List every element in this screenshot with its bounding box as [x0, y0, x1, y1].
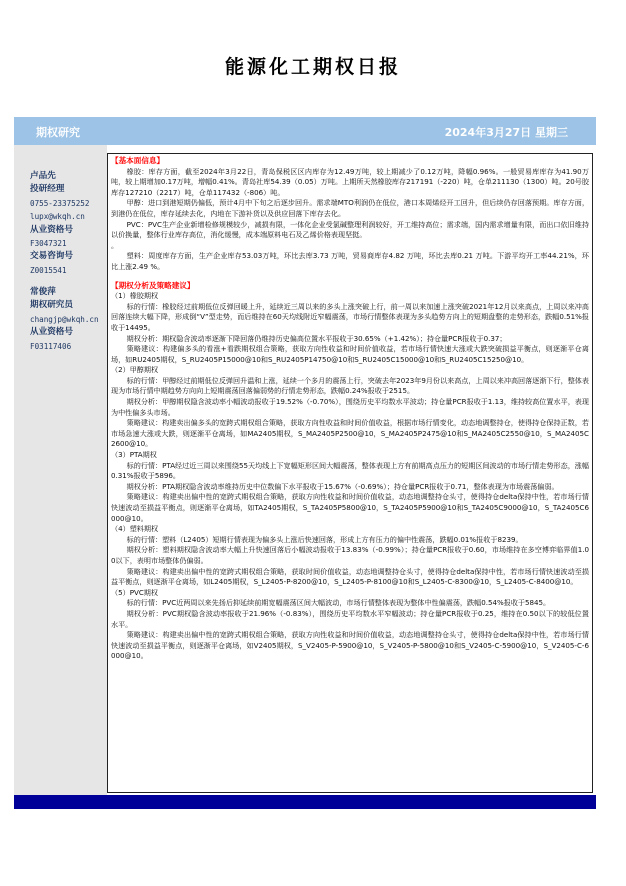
- pvc-strategy: 策略建议：构建卖出偏中性的宽跨式期权组合策略，获取方向性收益和时间价值收益，动态地调整持仓头寸，使得持仓delta保持中性，若市场行情快速波动至损益平衡点，则逐渐平仓离场，如V2405期权，S_V2405-P-5900@10，S_V2405-P-5800@10和S_V2405-C-5900@10，S_V2405-C-6000@10。: [111, 630, 589, 661]
- pta-option-title: （3）PTA期权: [111, 450, 157, 460]
- author-card: [30, 286, 99, 353]
- author-name: 卢品先: [30, 171, 56, 181]
- plastic-option-analysis: 期权分析：塑料期权隐含波动率大幅上升快速回落后小幅波动报收于13.83%（-0.99%）；持仓量PCR报收于0.60，市场维持在多空博弈临界值1.00以下，表明市场整体仍偏弱。: [111, 545, 589, 565]
- pta-option-analysis: 期权分析：PTA期权隐含波动率维持历史中位数偏下水平报收于15.67%（-0.69%）；持仓量PCR报收于0.71，整体表现为市场震荡偏弱。: [126, 481, 559, 491]
- author-email[interactable]: changjp@wkqh.cn: [30, 314, 99, 324]
- qualification-number: F3047321: [30, 239, 67, 249]
- rubber-market: 标的行情：橡胶经过前期低位反弹回暖上升，延续近三周以来的多头上涨突破上行，前一周以来加速上涨突破2021年12月以来高点，上周以来冲高回落连续大幅下降，形成倒“V”型走势，而后维持在60天均线附近窄幅震荡，市场行情整体表现为多头趋势方向上的短期盘整的走势形态，跌幅0.51%报收于14495。: [111, 301, 589, 332]
- qualification-number: F03117406: [30, 341, 72, 351]
- plastic-option-title: （4）塑料期权: [111, 524, 159, 534]
- section-label: 期权研究: [36, 126, 80, 139]
- analysis-heading: 【期权分析及策略建议】: [111, 280, 195, 290]
- author-name: 常俊萍: [30, 287, 56, 297]
- pvc-fundamentals: PVC：PVC生产企业新增检修规模较少，减损有限，一体化企业受氯碱整理利润较好，开工维持高位；需求端，国内需求增量有限，而出口依旧维持以价换量，整体行业库存高位，消化缓慢，成本端原料电石及乙烯价格表现坚挺。: [111, 219, 589, 240]
- pvc-fundamentals-tail: 。: [111, 240, 119, 250]
- pvc-market: 标的行情：PVC近两周以来先扬后抑延续前期宽幅震荡区间大幅波动，市场行情整体表现为整体中性偏震荡，跌幅0.54%报收于5845。: [126, 598, 551, 608]
- rubber-option-title: （1）橡胶期权: [111, 291, 159, 301]
- qualification-label: 从业资格号: [30, 224, 73, 235]
- methanol-option-analysis: 期权分析：甲醇期权隐含波动率小幅波动报收于19.52%（-0.70%），围绕历史平均数水平波动；持仓量PCR报收于1.13，维持较高位置水平，表现为中性偏多头市场。: [111, 397, 589, 417]
- consult-label: 交易咨询号: [30, 251, 73, 262]
- author-role: 投研经理: [30, 184, 65, 195]
- pvc-option-analysis: 期权分析：PVC期权隐含波动率报收于21.96%（-0.83%），围绕历史平均数水平窄幅波动；持仓量PCR报收于0.25，维持在0.50以下的较低位置水平。: [111, 608, 589, 629]
- qualification-label: 从业资格号: [30, 327, 73, 338]
- author-role: 期权研究员: [30, 300, 73, 311]
- methanol-fundamentals: 甲醇：进口到港短期仍偏低，预计4月中下旬之后逐步回升。需求端MTO利润仍在低位，港口本周烯烃开工回升，但后续仍存回落预期。库存方面，到港仍在低位，库存延续去化，内地在下游补货以及供应回落下库存去化。: [111, 198, 589, 218]
- methanol-strategy: 策略建议：构建卖出偏多头的宽跨式期权组合策略，获取方向性收益和时间价值收益，根据市场行情变化，动态地调整持仓，使得持仓保持正数，若市场急速大涨或大跌，则逐渐平仓离场，如MA2405期权，S_MA2405P2500@10，S_MA2405P2475@10和S_MA2405C2550@10，S_MA2405C2600@10。: [111, 418, 589, 449]
- pta-strategy: 策略建议：构建卖出偏中性的宽跨式期权组合策略，获取方向性收益和时间价值收益，动态地调整持仓头寸，使得持仓delta保持中性，若市场行情快速波动至损益平衡点，则逐渐平仓离场，如TA2405期权，S_TA2405P5800@10，S_TA2405P5900@10和S_TA2405C9000@10，S_TA2405C6000@10。: [111, 492, 589, 523]
- report-body: [107, 153, 593, 793]
- rubber-fundamentals: 橡胶：库存方面，截至2024年3月22日，青岛保税区区内库存为12.49万吨，较上期减少了0.12万吨，降幅0.96%。一般贸易库库存为41.90万吨，较上期增加0.17万吨，增幅0.41%。青岛社库54.39（0.05）万吨。上期所天然橡胶库存217191（-220）吨，仓单211130（1300）吨。20号胶库存127210（2217）吨，仓单117432（-806）吨。: [111, 166, 589, 197]
- pvc-option-title: （5）PVC期权: [111, 587, 158, 597]
- fundamentals-heading: 【基本面信息】: [111, 156, 165, 165]
- plastic-strategy: 策略建议：构建卖出偏中性的宽跨式期权组合策略，获取时间价值收益，动态地调整持仓头寸，使得持仓delta保持中性，若市场行情快速波动至损益平衡点，则逐渐平仓离场，如L2405期权，S_L2405-P-8200@10，S_L2405-P-8100@10和S_L2405-C-8300@10，S_L2405-C-8400@10。: [111, 566, 589, 587]
- author-sidebar: [14, 145, 107, 795]
- plastic-fundamentals: 塑料：周度库存方面，生产企业库存53.03万吨，环比去库3.73 万吨，贸易商库存4.82 万吨，环比去库0.21 万吨。下游平均开工率44.21%，环比上涨2.49 %。: [111, 251, 589, 271]
- report-date: 2024年3月27日 星期三: [444, 126, 568, 139]
- pta-market: 标的行情：PTA经过近三周以来围绕55天均线上下宽幅矩形区间大幅震荡，整体表现上方有前期高点压力的短期区间波动的市场行情走势形态，涨幅0.31%报收于5896。: [111, 460, 589, 481]
- document-title: 能源化工期权日报: [224, 56, 401, 78]
- footer-bar: [14, 795, 596, 809]
- author-card: [30, 170, 89, 277]
- plastic-market: 标的行情：塑料（L2405）短期行情表现为偏多头上涨后快速回落，形成上方有压力的偏中性震荡，跌幅0.01%报收于8239。: [126, 534, 523, 544]
- rubber-strategy: 策略建议：构建偏多头的看涨+看跌期权组合策略，获取方向性收益和时间价值收益，若市场行情快速大涨或大跌突破损益平衡点，则逐渐平仓离场，如RU2405期权，S_RU2405P15000@10和S_RU2405P14750@10和S_RU2405C15000@10和S_RU2405C15250@10。: [111, 344, 589, 364]
- header-band: [14, 117, 596, 145]
- methanol-option-title: （2）甲醇期权: [111, 365, 159, 375]
- consult-number: Z0015541: [30, 265, 67, 275]
- methanol-market: 标的行情：甲醇经过前期低位反弹回升温和上涨，延续一个多月的震荡上行，突破去年2023年9月份以来高点，上周以来冲高回落逐渐下行，整体表现为市场行情中期趋势方向向上短期震荡回落偏弱势的行情走势形态，跌幅0.24%报收于2515。: [111, 375, 589, 396]
- rubber-option-analysis: 期权分析：期权隐含波动率逐渐下降回落仍维持历史偏高位置水平报收于30.65%（+1.42%）；持仓量PCR报收于0.37；: [126, 333, 507, 343]
- author-phone: 0755-23375252: [30, 198, 90, 208]
- author-email[interactable]: lupx@wkqh.cn: [30, 212, 85, 222]
